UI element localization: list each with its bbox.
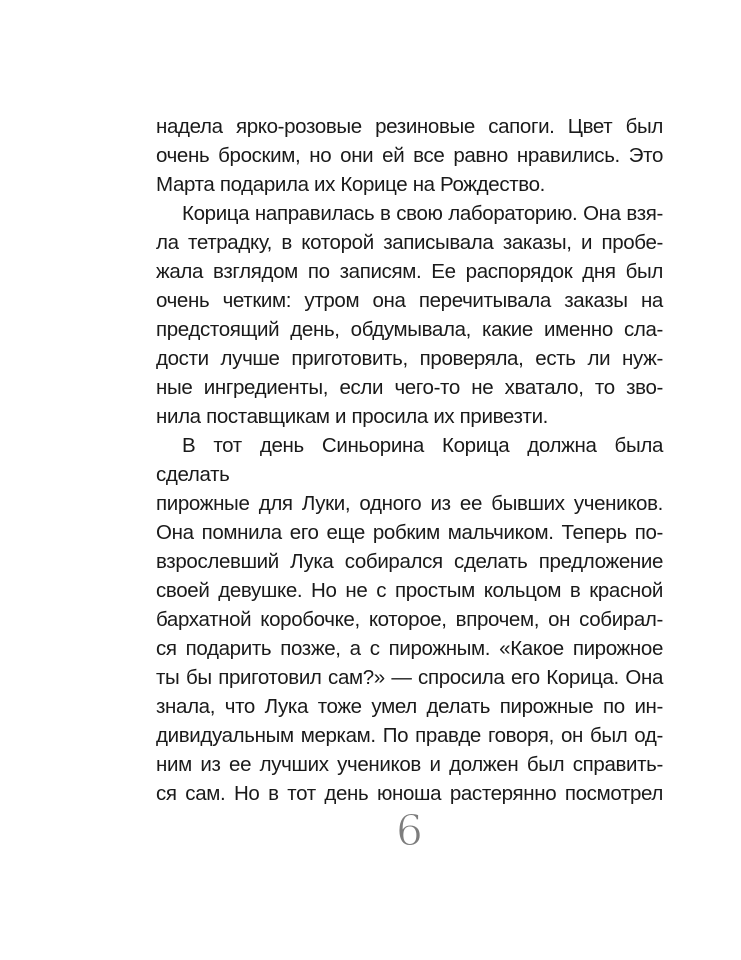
paragraph [156, 199, 663, 431]
page-number: 6 [396, 806, 423, 855]
text-line: ные ингредиенты, если чего-то не хватало, то зво- [156, 376, 663, 399]
text-line: жала взглядом по записям. Ее распорядок дня был [156, 260, 663, 283]
text-line: В тот день Синьорина Корица должна была сделать [156, 434, 663, 486]
page-text-block [156, 112, 663, 808]
text-line: предстоящий день, обдумывала, какие именно сла- [156, 318, 663, 341]
text-line: своей девушке. Но не с простым кольцом в красной [156, 579, 663, 602]
paragraph [156, 112, 663, 199]
text-line: пирожные для Луки, одного из ее бывших учеников. [156, 492, 663, 515]
text-line: взрослевший Лука собирался сделать предложение [156, 550, 663, 573]
text-line: ся сам. Но в тот день юноша растерянно посмотрел [156, 782, 663, 805]
text-line: Она помнила его еще робким мальчиком. Теперь по- [156, 521, 663, 544]
paragraph [156, 431, 663, 808]
text-line: дости лучше приготовить, проверяла, есть ли нуж- [156, 347, 663, 370]
text-line: очень четким: утром она перечитывала заказы на [156, 289, 663, 312]
text-line: Корица направилась в свою лабораторию. Она взя- [182, 202, 663, 225]
text-line: бархатной коробочке, которое, впрочем, он собирал- [156, 608, 663, 631]
text-line: ла тетрадку, в которой записывала заказы, и пробе- [156, 231, 663, 254]
text-line: ся подарить позже, а с пирожным. «Какое пирожное [156, 637, 663, 660]
text-line: надела ярко-розовые резиновые сапоги. Цвет был [156, 115, 663, 138]
text-line: знала, что Лука тоже умел делать пирожные по ин- [156, 695, 663, 718]
text-line: очень броским, но они ей все равно нравились. Это [156, 144, 663, 167]
text-line: Марта подарила их Корице на Рождество. [156, 173, 545, 196]
text-line: нила поставщикам и просила их привезти. [156, 405, 549, 428]
text-line: ты бы приготовил сам?» — спросила его Корица. Она [156, 666, 663, 689]
text-line: ним из ее лучших учеников и должен был справить- [156, 753, 663, 776]
text-line: дивидуальным меркам. По правде говоря, он был од- [156, 724, 663, 747]
